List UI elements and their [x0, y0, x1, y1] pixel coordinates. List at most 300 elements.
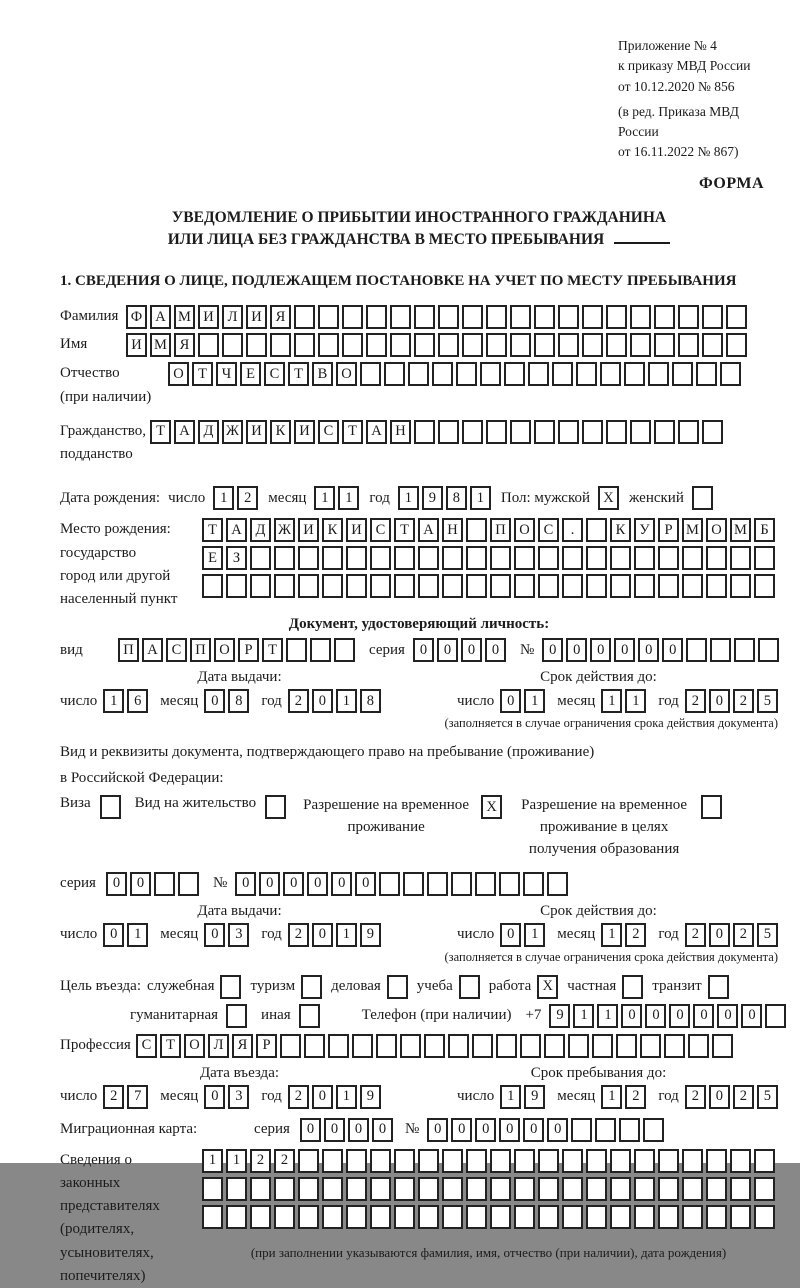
char-box[interactable]: [576, 362, 597, 386]
char-box[interactable]: [606, 420, 627, 444]
char-box[interactable]: [582, 333, 603, 357]
char-box[interactable]: [730, 1177, 751, 1201]
char-box[interactable]: [346, 1205, 367, 1229]
char-box[interactable]: [562, 574, 583, 598]
char-box[interactable]: 9: [422, 486, 443, 510]
char-box[interactable]: [301, 975, 322, 999]
char-box[interactable]: 0: [566, 638, 587, 662]
char-box[interactable]: [418, 1149, 439, 1173]
char-box[interactable]: [462, 305, 483, 329]
char-box[interactable]: 9: [524, 1085, 545, 1109]
char-box[interactable]: [592, 1034, 613, 1058]
char-box[interactable]: [678, 333, 699, 357]
char-box[interactable]: [250, 574, 271, 598]
char-box[interactable]: [568, 1034, 589, 1058]
char-box[interactable]: [720, 362, 741, 386]
char-box[interactable]: А: [142, 638, 163, 662]
char-box[interactable]: [414, 305, 435, 329]
char-box[interactable]: [706, 1205, 727, 1229]
char-box[interactable]: 0: [662, 638, 683, 662]
char-box[interactable]: [394, 574, 415, 598]
char-box[interactable]: Я: [270, 305, 291, 329]
char-box[interactable]: 2: [685, 923, 706, 947]
char-box[interactable]: [544, 1034, 565, 1058]
char-box[interactable]: Т: [394, 518, 415, 542]
char-box[interactable]: К: [610, 518, 631, 542]
char-box[interactable]: [352, 1034, 373, 1058]
char-box[interactable]: [702, 333, 723, 357]
char-box[interactable]: X: [598, 486, 619, 510]
char-box[interactable]: А: [150, 305, 171, 329]
char-box[interactable]: [630, 305, 651, 329]
char-box[interactable]: 0: [523, 1118, 544, 1142]
char-box[interactable]: [432, 362, 453, 386]
char-box[interactable]: 2: [625, 1085, 646, 1109]
char-box[interactable]: [622, 975, 643, 999]
char-box[interactable]: [586, 574, 607, 598]
char-box[interactable]: 2: [733, 1085, 754, 1109]
char-box[interactable]: Л: [208, 1034, 229, 1058]
char-box[interactable]: Е: [202, 546, 223, 570]
char-box[interactable]: 9: [360, 923, 381, 947]
char-box[interactable]: 0: [235, 872, 256, 896]
char-box[interactable]: [250, 1177, 271, 1201]
char-box[interactable]: [427, 872, 448, 896]
char-box[interactable]: [322, 1177, 343, 1201]
char-box[interactable]: 2: [274, 1149, 295, 1173]
char-box[interactable]: [654, 333, 675, 357]
char-box[interactable]: З: [226, 546, 247, 570]
char-box[interactable]: 0: [204, 1085, 225, 1109]
char-box[interactable]: П: [118, 638, 139, 662]
char-box[interactable]: 5: [757, 689, 778, 713]
char-box[interactable]: 5: [757, 1085, 778, 1109]
char-box[interactable]: А: [174, 420, 195, 444]
char-box[interactable]: [504, 362, 525, 386]
char-box[interactable]: 5: [757, 923, 778, 947]
char-box[interactable]: 3: [228, 923, 249, 947]
char-box[interactable]: [390, 305, 411, 329]
char-box[interactable]: 0: [413, 638, 434, 662]
char-box[interactable]: 0: [312, 1085, 333, 1109]
char-box[interactable]: О: [706, 518, 727, 542]
char-box[interactable]: 2: [685, 689, 706, 713]
char-box[interactable]: 0: [372, 1118, 393, 1142]
char-box[interactable]: [712, 1034, 733, 1058]
char-box[interactable]: Д: [250, 518, 271, 542]
char-box[interactable]: 0: [307, 872, 328, 896]
char-box[interactable]: 1: [500, 1085, 521, 1109]
char-box[interactable]: 1: [625, 689, 646, 713]
char-box[interactable]: 0: [499, 1118, 520, 1142]
char-box[interactable]: 6: [127, 689, 148, 713]
char-box[interactable]: [710, 638, 731, 662]
char-box[interactable]: 1: [597, 1004, 618, 1028]
char-box[interactable]: [514, 574, 535, 598]
char-box[interactable]: [616, 1034, 637, 1058]
char-box[interactable]: С: [318, 420, 339, 444]
char-box[interactable]: Т: [342, 420, 363, 444]
char-box[interactable]: [418, 1205, 439, 1229]
char-box[interactable]: К: [322, 518, 343, 542]
char-box[interactable]: [400, 1034, 421, 1058]
char-box[interactable]: [226, 574, 247, 598]
char-box[interactable]: [322, 574, 343, 598]
char-box[interactable]: [226, 1205, 247, 1229]
char-box[interactable]: И: [298, 518, 319, 542]
char-box[interactable]: [387, 975, 408, 999]
char-box[interactable]: [394, 1177, 415, 1201]
char-box[interactable]: [558, 333, 579, 357]
char-box[interactable]: [586, 1205, 607, 1229]
char-box[interactable]: [448, 1034, 469, 1058]
char-box[interactable]: [384, 362, 405, 386]
char-box[interactable]: 0: [500, 923, 521, 947]
char-box[interactable]: [370, 546, 391, 570]
char-box[interactable]: [328, 1034, 349, 1058]
char-box[interactable]: 8: [228, 689, 249, 713]
char-box[interactable]: Т: [288, 362, 309, 386]
char-box[interactable]: [222, 333, 243, 357]
char-box[interactable]: [606, 333, 627, 357]
char-box[interactable]: 2: [685, 1085, 706, 1109]
char-box[interactable]: 2: [625, 923, 646, 947]
char-box[interactable]: 1: [524, 689, 545, 713]
char-box[interactable]: 1: [573, 1004, 594, 1028]
char-box[interactable]: С: [264, 362, 285, 386]
char-box[interactable]: [634, 546, 655, 570]
char-box[interactable]: 0: [324, 1118, 345, 1142]
char-box[interactable]: [610, 546, 631, 570]
char-box[interactable]: Т: [160, 1034, 181, 1058]
char-box[interactable]: 0: [204, 689, 225, 713]
char-box[interactable]: [322, 1149, 343, 1173]
char-box[interactable]: [472, 1034, 493, 1058]
char-box[interactable]: [294, 305, 315, 329]
char-box[interactable]: 9: [360, 1085, 381, 1109]
char-box[interactable]: [682, 574, 703, 598]
char-box[interactable]: К: [270, 420, 291, 444]
char-box[interactable]: Я: [174, 333, 195, 357]
char-box[interactable]: [418, 574, 439, 598]
char-box[interactable]: [318, 333, 339, 357]
char-box[interactable]: [648, 362, 669, 386]
char-box[interactable]: 0: [485, 638, 506, 662]
char-box[interactable]: [510, 333, 531, 357]
char-box[interactable]: [534, 305, 555, 329]
char-box[interactable]: [682, 546, 703, 570]
char-box[interactable]: [408, 362, 429, 386]
char-box[interactable]: 1: [202, 1149, 223, 1173]
char-box[interactable]: [370, 1205, 391, 1229]
char-box[interactable]: 0: [204, 923, 225, 947]
char-box[interactable]: И: [126, 333, 147, 357]
char-box[interactable]: [466, 1177, 487, 1201]
char-box[interactable]: 1: [470, 486, 491, 510]
char-box[interactable]: 0: [590, 638, 611, 662]
char-box[interactable]: Н: [390, 420, 411, 444]
char-box[interactable]: [582, 420, 603, 444]
char-box[interactable]: [586, 1149, 607, 1173]
char-box[interactable]: 0: [709, 923, 730, 947]
char-box[interactable]: [370, 1149, 391, 1173]
char-box[interactable]: [510, 305, 531, 329]
char-box[interactable]: [514, 1149, 535, 1173]
char-box[interactable]: С: [136, 1034, 157, 1058]
char-box[interactable]: 1: [524, 923, 545, 947]
char-box[interactable]: 0: [312, 689, 333, 713]
char-box[interactable]: [514, 546, 535, 570]
char-box[interactable]: [682, 1149, 703, 1173]
char-box[interactable]: Ж: [222, 420, 243, 444]
char-box[interactable]: [682, 1177, 703, 1201]
char-box[interactable]: [678, 305, 699, 329]
char-box[interactable]: [538, 574, 559, 598]
char-box[interactable]: [250, 1205, 271, 1229]
char-box[interactable]: [456, 362, 477, 386]
char-box[interactable]: [390, 333, 411, 357]
char-box[interactable]: [701, 795, 722, 819]
char-box[interactable]: [346, 546, 367, 570]
char-box[interactable]: [294, 333, 315, 357]
char-box[interactable]: [442, 1149, 463, 1173]
char-box[interactable]: [366, 333, 387, 357]
char-box[interactable]: И: [246, 305, 267, 329]
char-box[interactable]: 0: [106, 872, 127, 896]
char-box[interactable]: [274, 546, 295, 570]
char-box[interactable]: [451, 872, 472, 896]
char-box[interactable]: [490, 574, 511, 598]
char-box[interactable]: [682, 1205, 703, 1229]
char-box[interactable]: [202, 574, 223, 598]
char-box[interactable]: 0: [355, 872, 376, 896]
char-box[interactable]: 1: [314, 486, 335, 510]
char-box[interactable]: [270, 333, 291, 357]
char-box[interactable]: [586, 518, 607, 542]
char-box[interactable]: [658, 546, 679, 570]
char-box[interactable]: [765, 1004, 786, 1028]
char-box[interactable]: [702, 420, 723, 444]
char-box[interactable]: [442, 1177, 463, 1201]
char-box[interactable]: Т: [192, 362, 213, 386]
char-box[interactable]: [754, 546, 775, 570]
char-box[interactable]: С: [538, 518, 559, 542]
char-box[interactable]: [643, 1118, 664, 1142]
char-box[interactable]: Н: [442, 518, 463, 542]
char-box[interactable]: [610, 1149, 631, 1173]
char-box[interactable]: [274, 574, 295, 598]
char-box[interactable]: [202, 1177, 223, 1201]
char-box[interactable]: 1: [226, 1149, 247, 1173]
char-box[interactable]: [490, 546, 511, 570]
char-box[interactable]: [696, 362, 717, 386]
char-box[interactable]: М: [150, 333, 171, 357]
char-box[interactable]: [640, 1034, 661, 1058]
char-box[interactable]: [490, 1149, 511, 1173]
char-box[interactable]: 0: [717, 1004, 738, 1028]
char-box[interactable]: [688, 1034, 709, 1058]
char-box[interactable]: [334, 638, 355, 662]
char-box[interactable]: 8: [360, 689, 381, 713]
char-box[interactable]: [274, 1205, 295, 1229]
char-box[interactable]: [562, 1205, 583, 1229]
char-box[interactable]: 0: [669, 1004, 690, 1028]
char-box[interactable]: [442, 546, 463, 570]
char-box[interactable]: [414, 333, 435, 357]
char-box[interactable]: [394, 1205, 415, 1229]
char-box[interactable]: М: [174, 305, 195, 329]
char-box[interactable]: [558, 305, 579, 329]
char-box[interactable]: 2: [733, 923, 754, 947]
char-box[interactable]: [726, 333, 747, 357]
char-box[interactable]: 0: [461, 638, 482, 662]
char-box[interactable]: И: [294, 420, 315, 444]
char-box[interactable]: А: [366, 420, 387, 444]
char-box[interactable]: 0: [451, 1118, 472, 1142]
char-box[interactable]: [586, 1177, 607, 1201]
char-box[interactable]: [654, 420, 675, 444]
char-box[interactable]: [370, 1177, 391, 1201]
char-box[interactable]: О: [514, 518, 535, 542]
char-box[interactable]: [634, 1177, 655, 1201]
char-box[interactable]: [610, 1177, 631, 1201]
char-box[interactable]: [730, 1205, 751, 1229]
char-box[interactable]: [658, 1149, 679, 1173]
char-box[interactable]: [438, 333, 459, 357]
char-box[interactable]: [342, 333, 363, 357]
char-box[interactable]: [462, 333, 483, 357]
char-box[interactable]: [202, 1205, 223, 1229]
char-box[interactable]: Т: [262, 638, 283, 662]
char-box[interactable]: [562, 1177, 583, 1201]
char-box[interactable]: X: [481, 795, 502, 819]
char-box[interactable]: [286, 638, 307, 662]
char-box[interactable]: 1: [336, 689, 357, 713]
char-box[interactable]: [758, 638, 779, 662]
char-box[interactable]: П: [190, 638, 211, 662]
char-box[interactable]: [490, 1205, 511, 1229]
char-box[interactable]: 0: [614, 638, 635, 662]
char-box[interactable]: [310, 638, 331, 662]
char-box[interactable]: [298, 1177, 319, 1201]
char-box[interactable]: [534, 420, 555, 444]
char-box[interactable]: [582, 305, 603, 329]
char-box[interactable]: [571, 1118, 592, 1142]
char-box[interactable]: Д: [198, 420, 219, 444]
char-box[interactable]: 1: [336, 1085, 357, 1109]
char-box[interactable]: [514, 1205, 535, 1229]
char-box[interactable]: [370, 574, 391, 598]
char-box[interactable]: [226, 1177, 247, 1201]
char-box[interactable]: 0: [427, 1118, 448, 1142]
char-box[interactable]: А: [226, 518, 247, 542]
char-box[interactable]: [322, 546, 343, 570]
char-box[interactable]: 1: [601, 923, 622, 947]
char-box[interactable]: [702, 305, 723, 329]
char-box[interactable]: [754, 574, 775, 598]
char-box[interactable]: [462, 420, 483, 444]
char-box[interactable]: С: [166, 638, 187, 662]
char-box[interactable]: [630, 333, 651, 357]
char-box[interactable]: [466, 1205, 487, 1229]
char-box[interactable]: [438, 420, 459, 444]
char-box[interactable]: [360, 362, 381, 386]
char-box[interactable]: [706, 546, 727, 570]
char-box[interactable]: [418, 1177, 439, 1201]
char-box[interactable]: 0: [741, 1004, 762, 1028]
char-box[interactable]: [442, 1205, 463, 1229]
char-box[interactable]: [466, 574, 487, 598]
char-box[interactable]: [486, 420, 507, 444]
char-box[interactable]: 1: [601, 1085, 622, 1109]
char-box[interactable]: [346, 1177, 367, 1201]
char-box[interactable]: [178, 872, 199, 896]
char-box[interactable]: Ж: [274, 518, 295, 542]
char-box[interactable]: 2: [733, 689, 754, 713]
char-box[interactable]: [734, 638, 755, 662]
char-box[interactable]: 2: [288, 1085, 309, 1109]
char-box[interactable]: 1: [103, 689, 124, 713]
char-box[interactable]: [154, 872, 175, 896]
char-box[interactable]: [538, 1177, 559, 1201]
char-box[interactable]: [619, 1118, 640, 1142]
char-box[interactable]: 2: [288, 923, 309, 947]
char-box[interactable]: [538, 1205, 559, 1229]
char-box[interactable]: О: [336, 362, 357, 386]
char-box[interactable]: [298, 1149, 319, 1173]
char-box[interactable]: [414, 420, 435, 444]
char-box[interactable]: П: [490, 518, 511, 542]
char-box[interactable]: 8: [446, 486, 467, 510]
char-box[interactable]: [730, 1149, 751, 1173]
char-box[interactable]: 0: [312, 923, 333, 947]
char-box[interactable]: 1: [127, 923, 148, 947]
char-box[interactable]: А: [418, 518, 439, 542]
char-box[interactable]: [586, 546, 607, 570]
char-box[interactable]: Ч: [216, 362, 237, 386]
char-box[interactable]: Р: [238, 638, 259, 662]
char-box[interactable]: Ф: [126, 305, 147, 329]
char-box[interactable]: [562, 546, 583, 570]
char-box[interactable]: [304, 1034, 325, 1058]
char-box[interactable]: [366, 305, 387, 329]
char-box[interactable]: [528, 362, 549, 386]
char-box[interactable]: В: [312, 362, 333, 386]
char-box[interactable]: [634, 1149, 655, 1173]
char-box[interactable]: 0: [500, 689, 521, 713]
char-box[interactable]: Б: [754, 518, 775, 542]
char-box[interactable]: [686, 638, 707, 662]
char-box[interactable]: [730, 574, 751, 598]
char-box[interactable]: [730, 546, 751, 570]
char-box[interactable]: [490, 1177, 511, 1201]
char-box[interactable]: [658, 1205, 679, 1229]
char-box[interactable]: [265, 795, 286, 819]
char-box[interactable]: [475, 872, 496, 896]
char-box[interactable]: 0: [621, 1004, 642, 1028]
char-box[interactable]: [610, 1205, 631, 1229]
char-box[interactable]: [346, 1149, 367, 1173]
char-box[interactable]: [664, 1034, 685, 1058]
char-box[interactable]: [299, 1004, 320, 1028]
char-box[interactable]: [706, 574, 727, 598]
char-box[interactable]: Т: [150, 420, 171, 444]
char-box[interactable]: [486, 305, 507, 329]
char-box[interactable]: [658, 574, 679, 598]
char-box[interactable]: [547, 872, 568, 896]
char-box[interactable]: [654, 305, 675, 329]
char-box[interactable]: [274, 1177, 295, 1201]
